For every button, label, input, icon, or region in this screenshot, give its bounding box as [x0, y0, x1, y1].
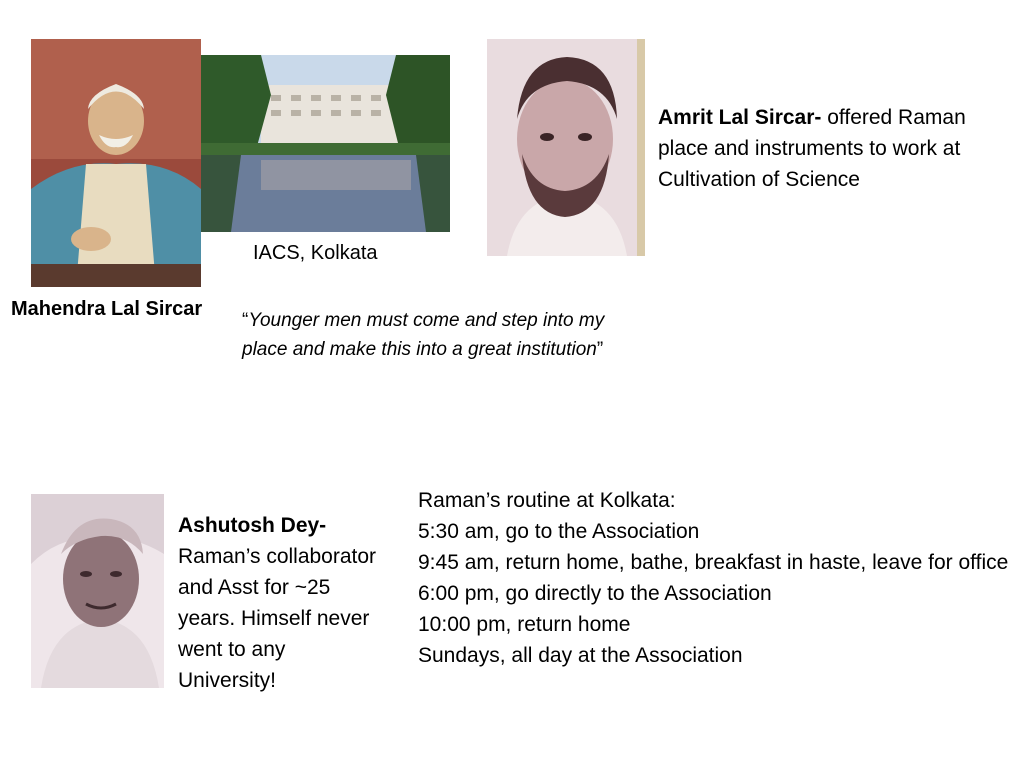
quote-close-mark: ”	[596, 339, 604, 360]
quote-body: Younger men must come and step into my place and make this into a great institution	[242, 310, 605, 360]
iacs-caption: IACS, Kolkata	[253, 242, 378, 264]
ashutosh-detail: Raman’s collaborator and Asst for ~25 years. Himself never went to any University!	[178, 545, 377, 692]
routine-item: 10:00 pm, return home	[418, 613, 631, 636]
mahendra-caption: Mahendra Lal Sircar	[11, 298, 203, 320]
routine-title: Raman’s routine at Kolkata:	[418, 489, 676, 512]
raman-routine	[418, 485, 1018, 671]
amrit-lal-sircar-portrait	[487, 39, 645, 256]
amrit-description	[658, 102, 1018, 195]
routine-item: Sundays, all day at the Association	[418, 644, 743, 667]
quote-open-mark: “	[242, 310, 249, 331]
routine-item: 9:45 am, return home, bathe, breakfast in haste, leave for office	[418, 551, 1009, 574]
quote-text	[242, 306, 622, 364]
routine-item: 6:00 pm, go directly to the Association	[418, 582, 772, 605]
ashutosh-description	[178, 510, 388, 696]
routine-item: 5:30 am, go to the Association	[418, 520, 700, 543]
amrit-name: Amrit Lal Sircar-	[658, 106, 822, 129]
iacs-building-photo	[201, 55, 450, 232]
amrit-detail: offered Raman place and instruments to work at Cultivation of Science	[658, 106, 966, 191]
mahendra-lal-sircar-portrait	[31, 39, 201, 287]
ashutosh-dey-portrait	[31, 494, 164, 688]
ashutosh-name: Ashutosh Dey-	[178, 514, 327, 537]
